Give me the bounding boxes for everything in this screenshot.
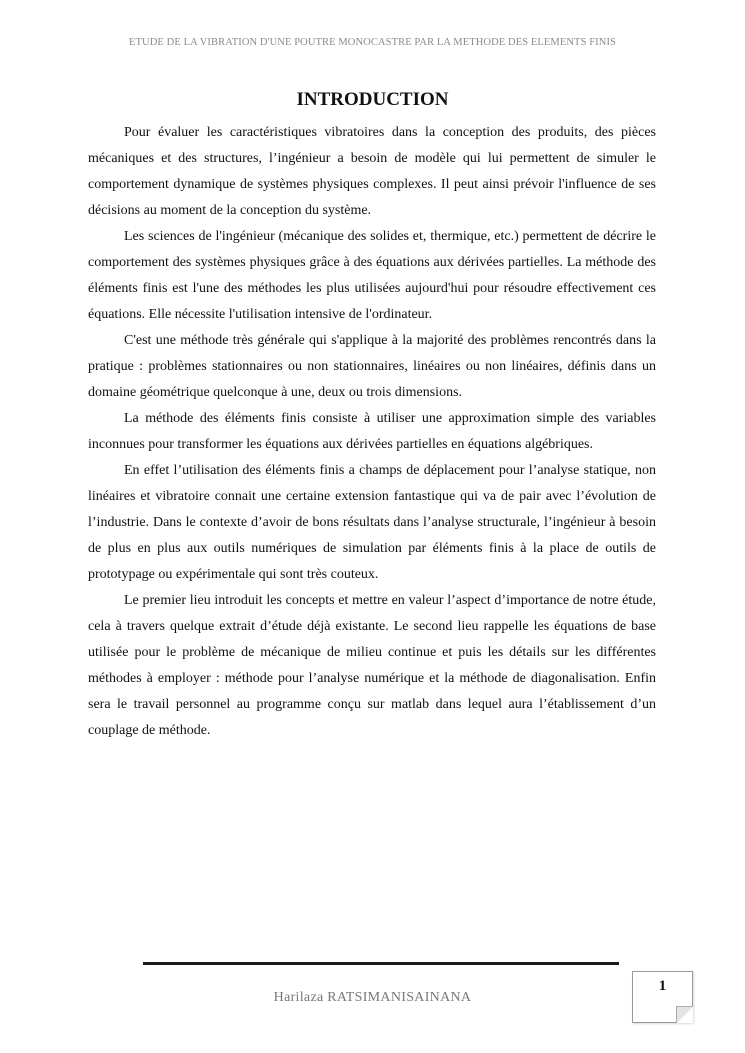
running-header: ETUDE DE LA VIBRATION D'UNE POUTRE MONOCASTRE PAR LA METHODE DES ELEMENTS FINIS (129, 37, 616, 48)
page-number-box (632, 971, 693, 1023)
page-number: 1 (658, 978, 667, 994)
page-curl-icon (676, 1006, 693, 1023)
paragraph: Le premier lieu introduit les concepts et mettre en valeur l’aspect d’importance de notre étude, cela à travers quelque extrait d’étude déjà existante. Le second lieu rappelle les équations de base utilisée pour le problème de mécanique de milieu continue et puis les détails sur les différentes méthodes à employer : méthode pour l’analyse numérique et la méthode de diagonalisation. Enfin sera le travail personnel au programme conçu sur matlab dans lequel aura l’établissement d’un couplage de méthode. (88, 593, 656, 738)
paragraph: En effet l’utilisation des éléments finis a champs de déplacement pour l’analyse statique, non linéaires et vibratoire connait une certaine extension fantastique qui va de pair avec l’évolution de l’industrie. Dans le contexte d’avoir de bons résultats dans l’analyse structurale, l’ingénieur à besoin de plus en plus aux outils numériques de simulation par éléments finis à la place de outils de prototypage ou expérimentale qui sont très couteux. (88, 463, 656, 582)
body-text (88, 120, 656, 744)
footer-author: Harilaza RATSIMANISAINANA (273, 990, 472, 1005)
paragraph: La méthode des éléments finis consiste à utiliser une approximation simple des variables inconnues pour transformer les équations aux dérivées partielles en équations algébriques. (88, 411, 656, 452)
section-title: INTRODUCTION (296, 89, 449, 110)
paragraph: Pour évaluer les caractéristiques vibratoires dans la conception des produits, des pièces mécaniques et des structures, l’ingénieur a besoin de modèle qui lui permettent de simuler le comportement dynamique de systèmes physiques complexes. Il peut ainsi prévoir l'influence de ses décisions au moment de la conception du système. (88, 125, 656, 218)
footer-divider (143, 962, 619, 965)
paragraph: C'est une méthode très générale qui s'applique à la majorité des problèmes rencontrés dans la pratique : problèmes stationnaires ou non stationnaires, linéaires ou non linéaires, définis dans un domaine géométrique quelconque à une, deux ou trois dimensions. (88, 333, 656, 400)
paragraph: Les sciences de l'ingénieur (mécanique des solides et, thermique, etc.) permettent de décrire le comportement des systèmes physiques grâce à des équations aux dérivées partielles. La méthode des éléments finis est l'une des méthodes les plus utilisées aujourd'hui pour résoudre effectivement ces équations. Elle nécessite l'utilisation intensive de l'ordinateur. (88, 229, 656, 322)
